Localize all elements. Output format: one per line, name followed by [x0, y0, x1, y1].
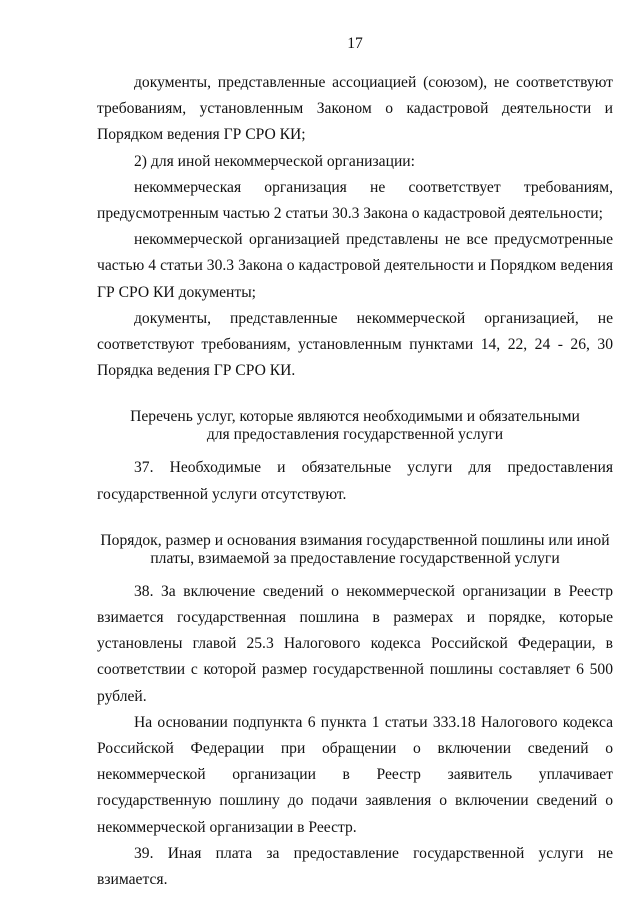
section-heading-required-services-line1: Перечень услуг, которые являются необходимыми и обязательными: [130, 408, 580, 426]
section-heading-required-services-line2: для предоставления государственной услуги: [206, 426, 504, 444]
paragraph-39: 39. Иная плата за предоставление государственной услуги не взимается.: [97, 844, 613, 889]
section-heading-fee-line2: платы, взимаемой за предоставление государственной услуги: [150, 549, 560, 567]
paragraph-tax-code-basis: На основании подпункта 6 пункта 1 статьи 333.18 Налогового кодекса Российской Федерации при обращении о включении сведений о некоммерческой организации в Реестр заявитель уплачивает государственную пошлину до подачи заявления о включении сведений о некоммерческой организации в Реестр.: [97, 713, 613, 836]
paragraph-documents-association: документы, представленные ассоциацией (союзом), не соответствуют требованиям, установленным Законом о кадастровой деятельности и Порядком ведения ГР СРО КИ;: [97, 74, 613, 144]
paragraph-38: 38. За включение сведений о некоммерческой организации в Реестр взимается государственная пошлина в размерах и порядке, которые установлены главой 25.3 Налогового кодекса Российской Федерации, в соответствии с которой размер государственной пошлины составляет 6 500 рублей.: [97, 582, 613, 705]
paragraph-other-nonprofit: 2) для иной некоммерческой организации:: [134, 152, 415, 170]
paragraph-documents-incomplete: некоммерческой организацией представлены не все предусмотренные частью 4 статьи 30.3 Закона о кадастровой деятельности и Порядком ведения ГР СРО КИ документы;: [97, 231, 613, 301]
page-number: 17: [347, 35, 363, 52]
paragraph-37: 37. Необходимые и обязательные услуги для предоставления государственной услуги отсутствуют.: [97, 459, 613, 503]
paragraph-documents-nonconforming: документы, представленные некоммерческой организацией, не соответствуют требованиям, установленным пунктами 14, 22, 24 - 26, 30 Порядка ведения ГР СРО КИ.: [97, 309, 613, 380]
paragraph-nonprofit-requirements: некоммерческая организация не соответствует требованиям, предусмотренным частью 2 статьи 30.3 Закона о кадастровой деятельности;: [97, 178, 613, 223]
section-heading-fee-line1: Порядок, размер и основания взимания государственной пошлины или иной: [100, 531, 610, 549]
document-page: [97, 34, 613, 893]
